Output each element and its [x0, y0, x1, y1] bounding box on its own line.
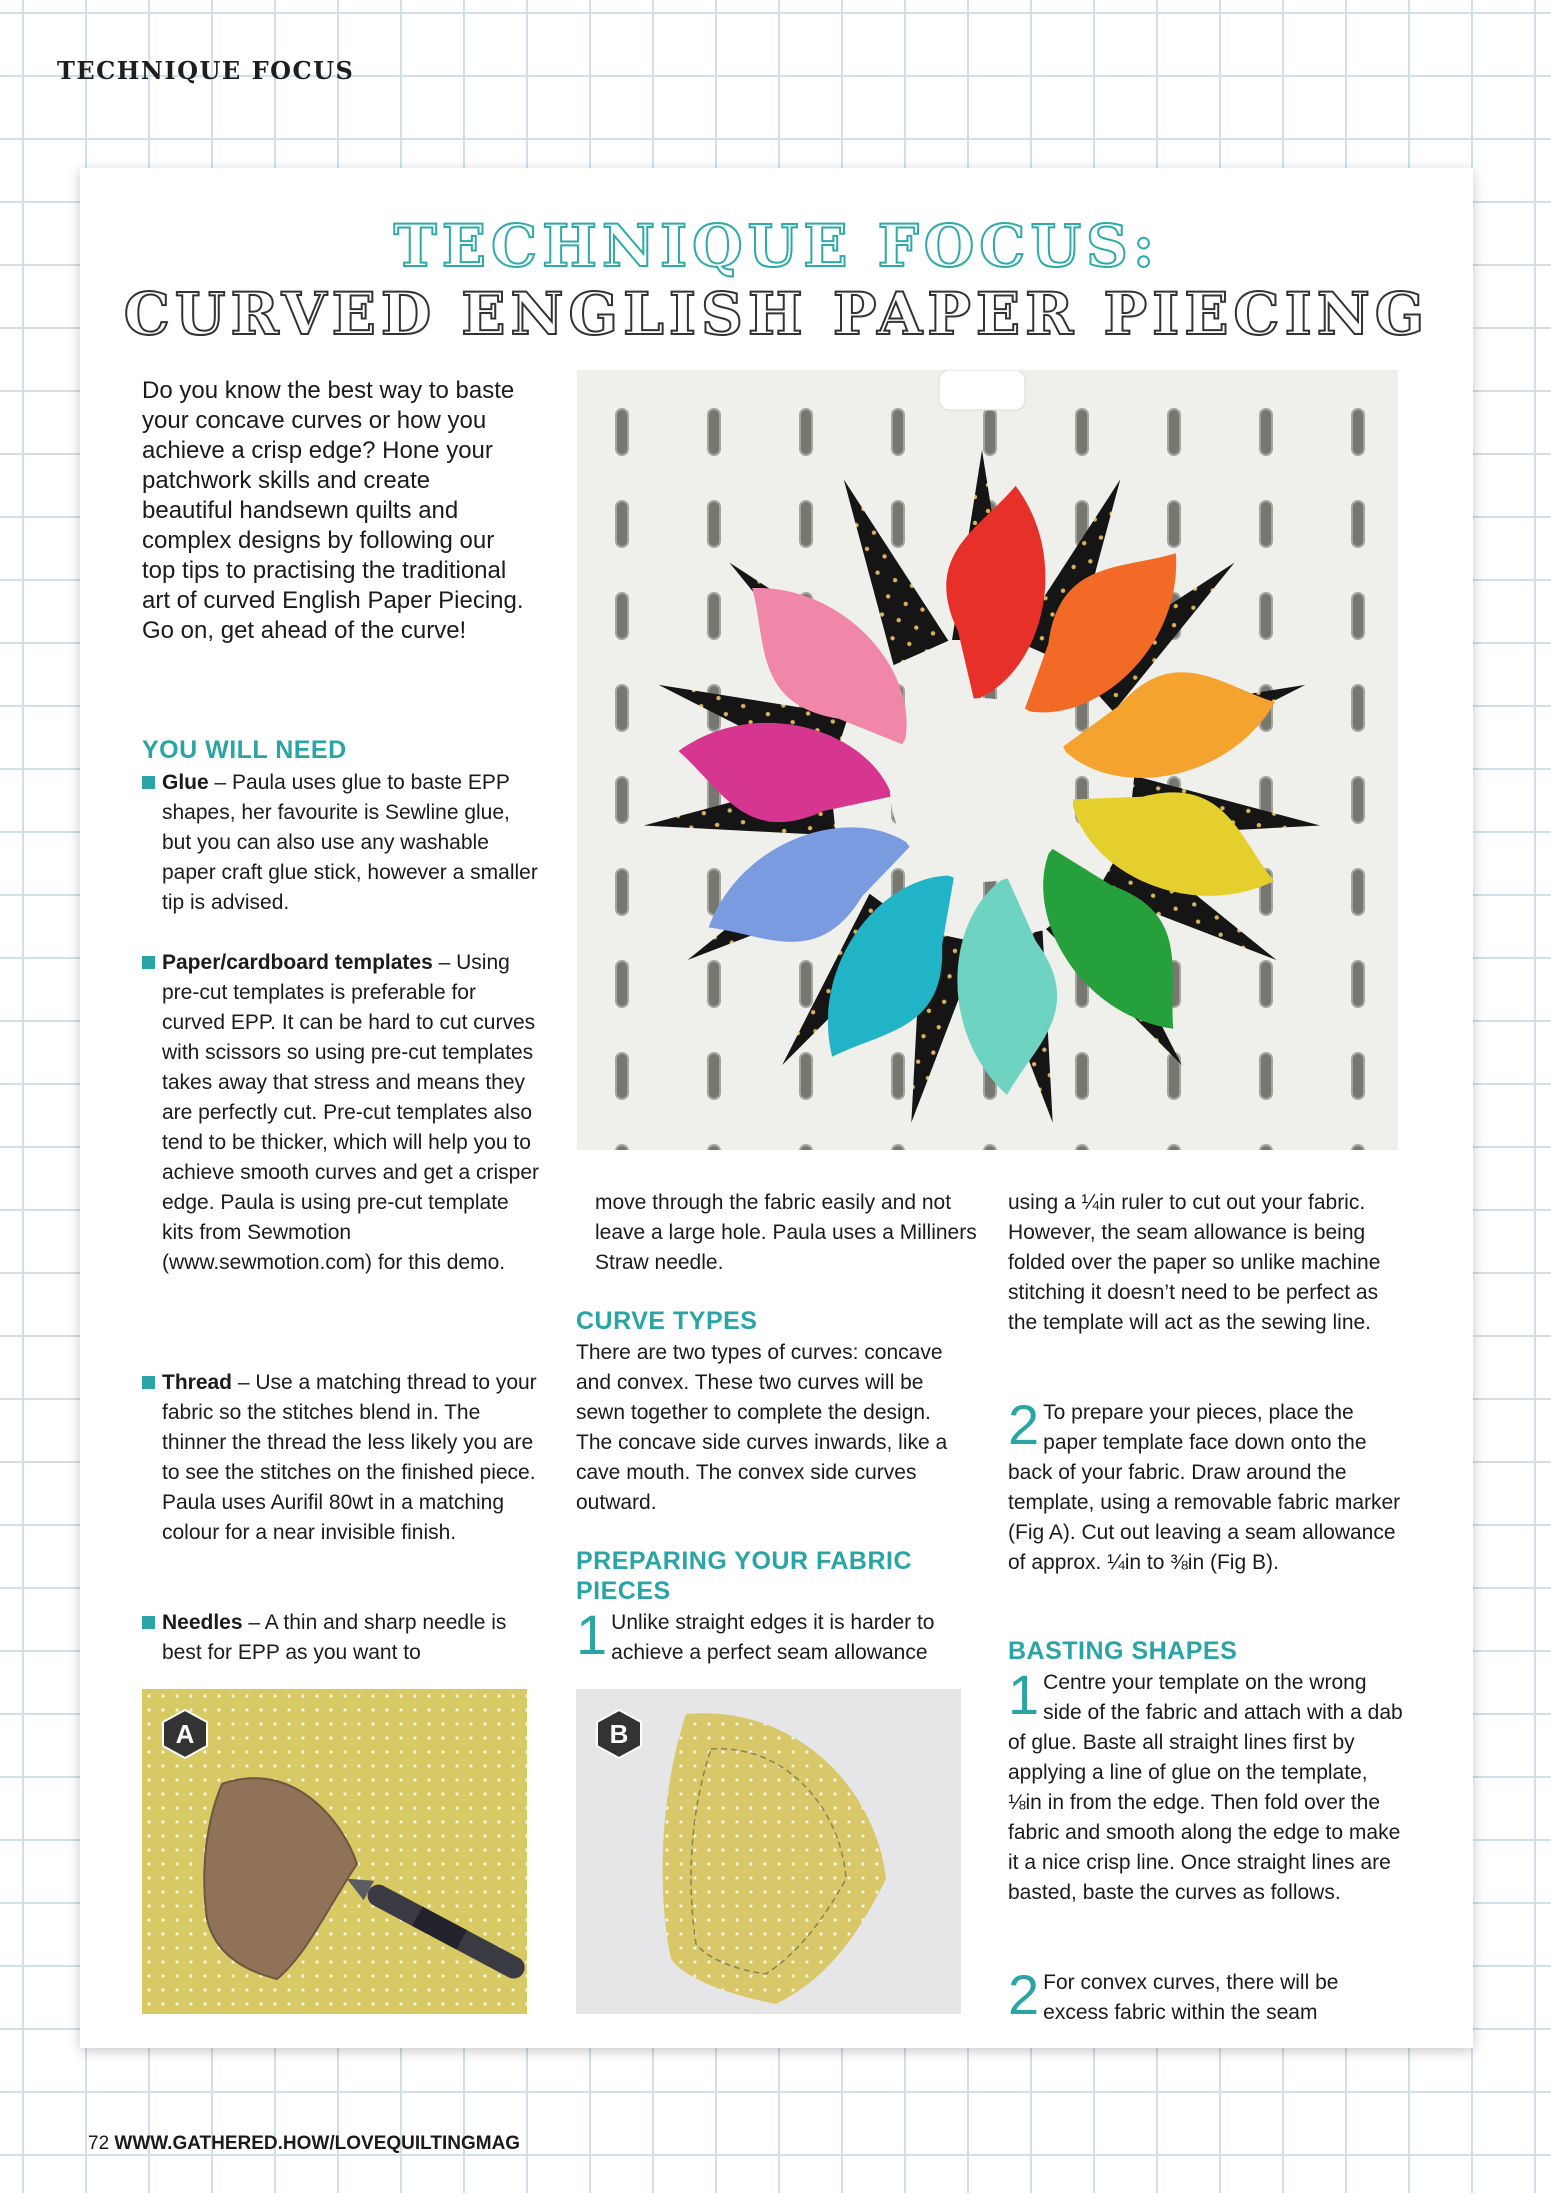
item-text: – A thin and sharp needle is best for EPP as you want to	[162, 1611, 507, 1664]
basting-step-1	[1008, 1663, 1403, 1908]
step-number: 2	[1008, 1393, 1040, 1456]
figure-a-photo	[142, 1689, 527, 2014]
step-text: Centre your template on the wrong side of the fabric and attach with a dab of glue. Baste all straight lines first by applying a line of glue on the template, ⅛in in from the edge. Then fold over the fabric and smooth along the edge to make it a nice crisp line. Once straight lines are basted, baste the curves as follows.	[1008, 1671, 1403, 1904]
item-label: Needles	[162, 1611, 243, 1634]
figure-b-label: B	[609, 1719, 629, 1749]
epp-wreath-illustration	[577, 370, 1398, 1150]
bullet-square-icon	[142, 776, 155, 789]
article-card	[80, 168, 1473, 2048]
step-text: To prepare your pieces, place the paper template face down onto the back of your fabric. Draw around the template, using a removable fabric marker (Fig A). Cut out leaving a seam allowance of approx. ¼in to ⅜in (Fig B).	[1008, 1401, 1401, 1574]
basting-step-2	[1008, 1963, 1403, 2028]
bullet-square-icon	[142, 956, 155, 969]
step-text: For convex curves, there will be excess fabric within the seam	[1043, 1971, 1339, 2024]
curve-types-text: There are two types of curves: concave and convex. These two curves will be sewn together to complete the design. The concave side curves inwards, like a cave mouth. The convex side curves outward.	[576, 1341, 948, 1514]
item-label: Paper/cardboard templates	[162, 951, 433, 974]
step-number: 1	[1008, 1663, 1040, 1726]
step-number: 2	[1008, 1963, 1040, 2026]
title-line-2: CURVED ENGLISH PAPER PIECING	[123, 280, 1430, 348]
preparing-step-2	[1008, 1393, 1403, 1578]
preparing-continuation: using a ¼in ruler to cut out your fabric. However, the seam allowance is being folded over the paper so unlike machine stitching it doesn’t need to be perfect as the template will act as the sewing line.	[1008, 1191, 1381, 1334]
needles-continuation: move through the fabric easily and not leave a large hole. Paula uses a Milliners Straw needle.	[595, 1191, 977, 1274]
preparing-heading	[576, 1546, 912, 1606]
preparing-heading-line-1: PREPARING YOUR FABRIC	[576, 1547, 913, 1575]
page-number: 72	[88, 2133, 110, 2154]
intro-paragraph: Do you know the best way to baste your concave curves or how you achieve a crisp edge? Hone your patchwork skills and create beautiful handsewn quilts and complex designs by following our top tips to practising the traditional art of curved English Paper Piecing. Go on, get ahead of the curve!	[142, 377, 524, 644]
title-line-1: TECHNIQUE FOCUS:	[393, 212, 1160, 280]
running-head: TECHNIQUE FOCUS	[57, 56, 355, 85]
need-item-thread	[142, 1368, 542, 1548]
preparing-step-1	[576, 1603, 971, 1668]
item-text: – Paula uses glue to baste EPP shapes, her favourite is Sewline glue, but you can also use any washable paper craft glue stick, however a smaller tip is advised.	[162, 771, 538, 914]
page-title	[80, 212, 1473, 348]
need-item-glue	[142, 768, 542, 918]
item-text: – Use a matching thread to your fabric so the stitches blend in. The thinner the thread the less likely you are to see the stitches on the finished piece. Paula uses Aurifil 80wt in a matching colour for a near invisible finish.	[162, 1371, 537, 1544]
page-footer	[88, 2133, 520, 2155]
bullet-square-icon	[142, 1376, 155, 1389]
basting-heading: BASTING SHAPES	[1008, 1637, 1238, 1665]
you-will-need-heading: YOU WILL NEED	[142, 736, 347, 764]
need-item-needles	[142, 1608, 542, 1668]
footer-url: WWW.GATHERED.HOW/LOVEQUILTINGMAG	[114, 2133, 521, 2154]
figure-a-label: A	[175, 1719, 195, 1749]
item-label: Glue	[162, 771, 209, 794]
preparing-heading-line-2: PIECES	[576, 1577, 671, 1605]
step-number: 1	[576, 1603, 608, 1666]
curve-types-heading: CURVE TYPES	[576, 1307, 758, 1335]
bullet-square-icon	[142, 1616, 155, 1629]
main-photo	[577, 370, 1398, 1150]
step-text: Unlike straight edges it is harder to achieve a perfect seam allowance	[611, 1611, 935, 1664]
item-label: Thread	[162, 1371, 233, 1394]
figure-b-photo	[576, 1689, 961, 2014]
need-item-templates	[142, 948, 542, 1278]
item-text: – Using pre-cut templates is preferable for curved EPP. It can be hard to cut curves with scissors so using pre-cut templates takes away that stress and means they are perfectly cut. Pre-cut templates also tend to be thicker, which will help you to achieve smooth curves and get a crisper edge. Paula is using pre-cut template kits from Sewmotion (www.sewmotion.com) for this demo.	[162, 951, 540, 1274]
